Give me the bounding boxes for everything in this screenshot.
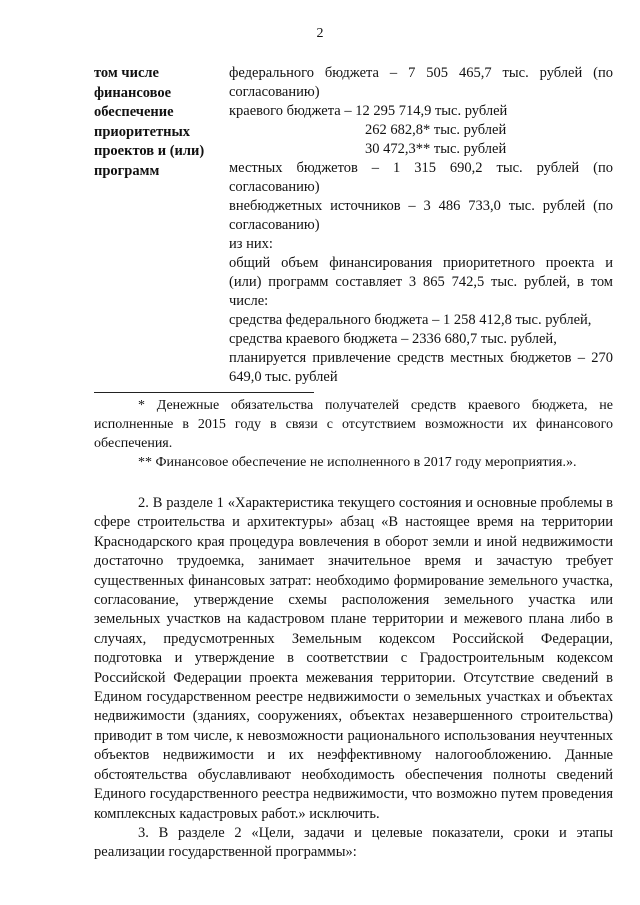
page-number: 2	[316, 26, 324, 41]
footnote-1: * Денежные обязательства получателей средств краевого бюджета, не исполненные в 2015 году в связи с отсутствием возможности их финансового обеспечения.	[94, 398, 613, 451]
footnote-divider	[94, 392, 314, 393]
federal-budget-line: федерального бюджета – 7 505 465,7 тыс. рублей (по согласованию)	[229, 65, 613, 100]
heading-line: обеспечение	[94, 104, 174, 120]
heading-line: программ	[94, 162, 160, 179]
regional-budget-line: краевого бюджета – 12 295 714,9 тыс. рублей	[229, 103, 508, 119]
heading-line: финансовое	[94, 84, 172, 101]
financing-heading	[94, 64, 224, 181]
local-budget-line: местных бюджетов – 1 315 690,2 тыс. рублей (по согласованию)	[229, 160, 613, 195]
extrabudget-line: внебюджетных источников – 3 486 733,0 тыс. рублей (по согласованию)	[229, 198, 613, 233]
priority-total-line: общий объем финансирования приоритетного проекта и (или) программ составляет 3 865 742,5 тыс. рублей, в том числе:	[229, 255, 613, 309]
regional-budget-sub-b: 30 472,3** тыс. рублей	[365, 141, 507, 157]
priority-federal-line: средства федерального бюджета – 1 258 412,8 тыс. рублей,	[229, 312, 592, 328]
of-them-line: из них:	[229, 236, 273, 252]
financing-details	[229, 64, 613, 387]
heading-line: том числе	[94, 65, 159, 81]
footnote-2: ** Финансовое обеспечение не исполненного в 2017 году мероприятия.».	[138, 455, 577, 470]
footnotes	[94, 396, 613, 472]
paragraph-item-2: 2. В разделе 1 «Характеристика текущего состояния и основные проблемы в сфере строительства и архитектуры» абзац «В настоящее время на территории Краснодарского края процедура вовлечения в оборот земли и иной недвижимости достаточно трудоемка, занимает значительное время и зачастую требует существенных финансовых затрат: необходимо формирование земельного участка, согласование, утверждение схемы расположения земельного участка или земельных участков на кадастровом плане территории и межевого плана либо в случаях, предусмотренных Земельным кодексом Российской Федерации, подготовка и утверждение в соответствии с Градостроительным кодексом Российской Федерации проекта межевания территории. Отсутствие сведений в Едином государственном реестре недвижимости о земельных участках и объектах недвижимости (зданиях, сооружениях, объектах незавершенного строительства) приводит в том числе, к невозможности рационального использования неучтенных объектов недвижимости и их неэффективному налогообложению. Данные обстоятельства обуславливают необходимость обеспечения полноты сведений Единого государственного реестра недвижимости, что возможно путем проведения комплексных кадастровых работ.» исключить.	[94, 495, 613, 822]
priority-regional-line: средства краевого бюджета – 2336 680,7 тыс. рублей,	[229, 331, 557, 347]
paragraph-item-3: 3. В разделе 2 «Цели, задачи и целевые показатели, сроки и этапы реализации государственной программы»:	[94, 824, 613, 861]
body-text	[94, 494, 613, 863]
heading-line: приоритетных	[94, 123, 191, 140]
heading-line: проектов и (или)	[94, 143, 205, 159]
regional-budget-sub-a: 262 682,8* тыс. рублей	[365, 122, 507, 138]
priority-local-line: планируется привлечение средств местных бюджетов – 270 649,0 тыс. рублей	[229, 350, 613, 385]
